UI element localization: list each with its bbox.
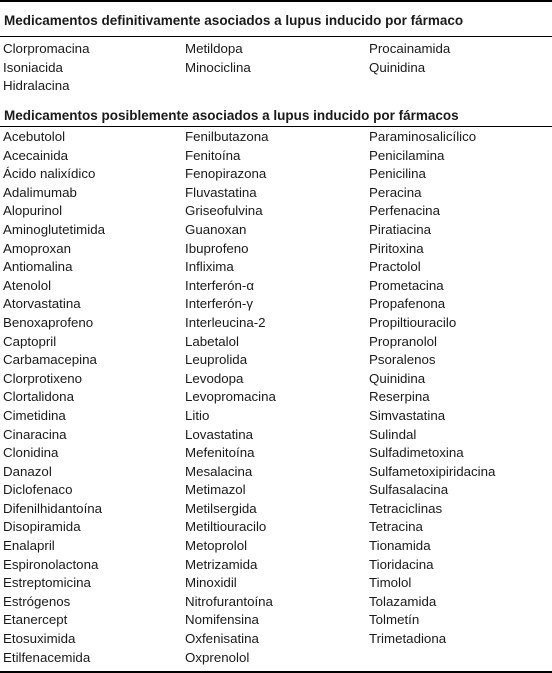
list-item: Sulindal xyxy=(369,426,417,442)
list-item: Acecainida xyxy=(3,147,69,163)
list-item: Guanoxan xyxy=(185,221,247,237)
list-item: Antiomalina xyxy=(3,259,73,275)
list-item: Enalapril xyxy=(3,538,55,554)
list-item: Prometacina xyxy=(369,277,444,293)
list-item: Isoniacida xyxy=(3,59,63,75)
list-item: Aminoglutetimida xyxy=(3,221,105,237)
list-item: Procainamida xyxy=(369,41,451,56)
list-item: Diclofenaco xyxy=(3,482,73,498)
list-item: Difenilhidantoína xyxy=(3,500,103,516)
list-item: Interferón-γ xyxy=(185,296,253,312)
list-item: Quinidina xyxy=(369,59,426,75)
list-item: Sulfadimetoxina xyxy=(369,445,464,461)
section1-rule xyxy=(0,36,552,37)
list-item: Inflixima xyxy=(185,259,234,275)
list-item: Peracina xyxy=(369,184,422,200)
list-item: Etanercept xyxy=(3,612,68,628)
list-item: Interferón-α xyxy=(185,277,255,293)
list-item: Etosuximida xyxy=(3,631,76,647)
list-item: Estrógenos xyxy=(3,593,71,609)
list-item: Simvastatina xyxy=(369,407,446,423)
list-item: Ácido nalixídico xyxy=(3,166,96,182)
list-item: Fenitoína xyxy=(185,147,241,163)
section2-column-2 xyxy=(185,128,276,667)
list-item: Paraminosalicílico xyxy=(369,129,477,144)
section1-column-2 xyxy=(185,40,251,77)
list-item: Estreptomicina xyxy=(3,575,91,591)
section2-heading: Medicamentos posiblemente asociados a lupus inducido por fármacos xyxy=(4,108,459,123)
list-item: Timolol xyxy=(369,575,412,591)
list-item: Clortalidona xyxy=(3,389,74,405)
list-item: Levopromacina xyxy=(185,389,276,405)
list-item: Clorpromacina xyxy=(3,41,90,56)
list-item: Atorvastatina xyxy=(3,296,81,312)
list-item: Tolmetín xyxy=(369,612,420,628)
list-item: Tetracina xyxy=(369,519,423,535)
list-item: Trimetadiona xyxy=(369,631,447,647)
list-item: Quinidina xyxy=(369,370,426,386)
list-item: Fenopirazona xyxy=(185,166,267,182)
list-item: Clorprotixeno xyxy=(3,370,83,386)
list-item: Sulfasalacina xyxy=(369,482,449,498)
list-item: Fluvastatina xyxy=(185,184,257,200)
list-item: Acebutolol xyxy=(3,129,66,144)
list-item: Alopurinol xyxy=(3,203,63,219)
list-item: Atenolol xyxy=(3,277,52,293)
list-item: Metimazol xyxy=(185,482,246,498)
list-item: Piratiacina xyxy=(369,221,432,237)
list-item: Piritoxina xyxy=(369,240,424,256)
list-item: Lovastatina xyxy=(185,426,254,442)
list-item: Espironolactona xyxy=(3,556,99,572)
section2-rule xyxy=(0,126,552,127)
list-item: Cinaracina xyxy=(3,426,67,442)
list-item: Tolazamida xyxy=(369,593,437,609)
list-item: Adalimumab xyxy=(3,184,77,200)
list-item: Metoprolol xyxy=(185,538,248,554)
list-item: Ibuprofeno xyxy=(185,240,249,256)
list-item: Perfenacina xyxy=(369,203,440,219)
list-item: Sulfametoxipiridacina xyxy=(369,463,496,479)
list-item: Interleucina-2 xyxy=(185,314,266,330)
list-item: Disopiramida xyxy=(3,519,81,535)
list-item: Captopril xyxy=(3,333,57,349)
list-item: Amoproxan xyxy=(3,240,71,256)
list-item: Benoxaprofeno xyxy=(3,314,94,330)
list-item: Tioridacina xyxy=(369,556,434,572)
list-item: Propranolol xyxy=(369,333,438,349)
list-item: Minociclina xyxy=(185,59,251,75)
list-item: Reserpina xyxy=(369,389,430,405)
list-item: Tionamida xyxy=(369,538,431,554)
list-item: Mesalacina xyxy=(185,463,253,479)
list-item: Metiltiouracilo xyxy=(185,519,267,535)
list-item: Psoralenos xyxy=(369,352,436,368)
list-item: Mefenitoína xyxy=(185,445,255,461)
list-item: Minoxidil xyxy=(185,575,237,591)
list-item: Fenilbutazona xyxy=(185,129,269,144)
section2-column-3 xyxy=(369,128,495,649)
list-item: Levodopa xyxy=(185,370,244,386)
section1-column-3 xyxy=(369,40,450,77)
list-item: Leuprolida xyxy=(185,352,248,368)
list-item: Nitrofurantoína xyxy=(185,593,273,609)
list-item: Metilsergida xyxy=(185,500,257,516)
list-item: Carbamacepina xyxy=(3,352,97,368)
list-item: Danazol xyxy=(3,463,52,479)
list-item: Penicilina xyxy=(369,166,426,182)
list-item: Penicilamina xyxy=(369,147,445,163)
list-item: Griseofulvina xyxy=(185,203,263,219)
list-item: Metildopa xyxy=(185,41,243,56)
section1-heading: Medicamentos definitivamente asociados a lupus inducido por fármaco xyxy=(4,13,464,28)
list-item: Clonidina xyxy=(3,445,59,461)
table-top-rule xyxy=(0,0,552,2)
list-item: Etilfenacemida xyxy=(3,649,91,665)
list-item: Practolol xyxy=(369,259,421,275)
list-item: Nomifensina xyxy=(185,612,259,628)
list-item: Propiltiouracilo xyxy=(369,314,457,330)
section2-column-1 xyxy=(3,128,105,667)
list-item: Metrizamida xyxy=(185,556,258,572)
list-item: Hidralacina xyxy=(3,78,70,94)
list-item: Labetalol xyxy=(185,333,239,349)
list-item: Propafenona xyxy=(369,296,446,312)
section1-column-1 xyxy=(3,40,89,96)
list-item: Oxprenolol xyxy=(185,649,250,665)
list-item: Oxfenisatina xyxy=(185,631,259,647)
list-item: Cimetidina xyxy=(3,407,66,423)
list-item: Litio xyxy=(185,407,210,423)
list-item: Tetraciclinas xyxy=(369,500,443,516)
